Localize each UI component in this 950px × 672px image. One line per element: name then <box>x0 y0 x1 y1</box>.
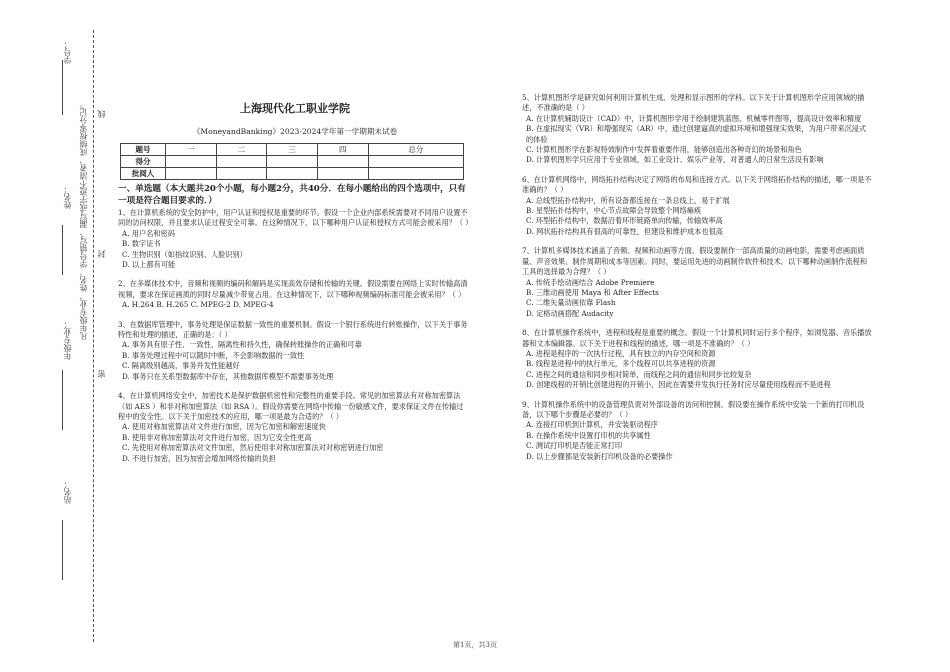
option-b[interactable]: B. 在操作系统中设置打印机的共享属性 <box>526 430 651 440</box>
exam-title: 《MoneyandBanking》2023-2024学年第一学期期末试卷 <box>192 127 398 136</box>
question-stem: 5、计算机图形学是研究如何利用计算机生成、处理和显示图形的学科。以下关于计算机图形学应用领域的描述，不准确的是（ ） <box>522 93 865 113</box>
question <box>522 328 872 390</box>
question <box>522 175 872 237</box>
question-stem: 4、在计算机网络安全中，加密技术是保护数据机密性和完整性的重要手段。常见的加密算法有对称加密算法（如 AES ）和非对称加密算法（如 RSA ）。假设你需要在网络中传输一份敏感文件，要求保证文件在传输过程中的安全性。以下关于加密技术的应用，哪一项是最为合适的？（ ） <box>118 391 464 421</box>
question-stem: 8、在计算机操作系统中，进程和线程是重要的概念。假设一个计算机同时运行多个程序，如浏览器、音乐播放器和文本编辑器。以下关于进程和线程的描述，哪一项是不准确的？（ ） <box>522 328 872 348</box>
name-blank <box>62 225 63 275</box>
option-d[interactable]: D. 事务只在关系型数据库中存在，其他数据库模型不需要事务处理 <box>122 371 334 381</box>
option-d[interactable]: D. 定格动画搭配 Audacity <box>526 308 614 318</box>
score-header-cell: 一 <box>166 144 217 156</box>
score-cell[interactable] <box>317 156 368 168</box>
option-d[interactable]: D. 不进行加密，因为加密会增加网络传输的负担 <box>122 453 276 463</box>
option-c[interactable]: C. 隔离级别越高，事务并发性能越好 <box>122 361 240 371</box>
score-table <box>120 143 464 180</box>
option-d[interactable]: D. 以上步骤都是安装新打印机设备的必要操作 <box>526 451 673 461</box>
option-a[interactable]: A. 使用对称加密算法对文件进行加密，因为它加密和解密速度快 <box>122 422 326 432</box>
question-stem: 1、在计算机系统的安全防护中，用户认证和授权是重要的环节。假设一个企业内部系统需要对不同用户设置不同的访问权限，并且要求认证过程安全可靠。在这种情况下，以下哪种用户认证和授权方式可能会被采用？（ ） <box>118 208 473 228</box>
option-c[interactable]: C. 环型拓扑结构中，数据沿着环形链路单向传输，传输效率高 <box>526 216 723 226</box>
option-a[interactable]: A. 用户名和密码 <box>122 228 175 238</box>
grade-major-blank <box>62 370 63 430</box>
option-a[interactable]: A. 总线型拓扑结构中，所有设备都连接在一条总线上，易于扩展 <box>526 195 730 205</box>
option-a[interactable]: A. 在计算机辅助设计（CAD）中，计算机图形学用于绘制建筑蓝图、机械零件图等，提高设计效率和精度 <box>526 113 862 123</box>
reviewer-cell[interactable] <box>216 168 267 180</box>
question <box>118 391 470 464</box>
question <box>522 246 872 319</box>
score-header-cell: 题号 <box>121 144 166 156</box>
binding-notice: 凡年级专业、姓名、学号错写、漏写或字迹不清者，成绩按零分记。 <box>79 100 88 340</box>
name-label: 姓名： <box>63 185 72 209</box>
reviewer-row-label: 批阅人 <box>121 168 166 180</box>
option-c[interactable]: C. 计算机图形学在影视特效制作中发挥着重要作用，能够创造出各种奇幻的场景和角色 <box>526 145 802 155</box>
score-row-label: 得分 <box>121 156 166 168</box>
option-d[interactable]: D. 网状拓扑结构具有很高的可靠性，但建设和维护成本也很高 <box>526 226 723 236</box>
options-inline[interactable]: A. H.264 B. H.265 C. MPEG-2 D. MPEG-4 <box>122 300 274 310</box>
reviewer-row <box>121 168 464 180</box>
question <box>118 279 470 310</box>
school-label: 站名： <box>63 480 72 504</box>
seal-char-mi: 密 <box>97 370 106 378</box>
option-b[interactable]: B. 星型拓扑结构中，中心节点故障会导致整个网络瘫痪 <box>526 206 702 216</box>
right-column <box>522 93 872 471</box>
left-column <box>118 208 473 473</box>
option-b[interactable]: B. 事务处理过程中可以随时中断，不会影响数据的一致性 <box>122 350 305 360</box>
option-d[interactable]: D. 计算机图形学只应用于专业领域，如工业设计、娱乐产业等，对普通人的日常生活没有影响 <box>526 155 824 165</box>
option-d[interactable]: D. 创建线程的开销比创建进程的开销小，因此在需要并发执行任务时应尽量使用线程而不是进程 <box>526 380 831 390</box>
question <box>118 208 473 270</box>
question <box>522 93 872 166</box>
option-d[interactable]: D. 以上都有可能 <box>122 260 176 270</box>
reviewer-cell[interactable] <box>317 168 368 180</box>
question <box>118 320 470 382</box>
score-header-cell: 二 <box>216 144 267 156</box>
option-c[interactable]: C. 二维矢量动画依靠 Flash <box>526 298 616 308</box>
seal-char-xian: 线 <box>97 110 106 118</box>
score-header-cell: 三 <box>267 144 318 156</box>
question-stem: 9、计算机操作系统中的设备管理负责对外部设备的访问和控制。假设要在操作系统中安装一个新的打印机设备，以下哪个步骤是必要的？（ ） <box>522 399 865 419</box>
binding-margin <box>0 0 105 672</box>
score-header-cell: 总分 <box>368 144 463 156</box>
reviewer-cell[interactable] <box>267 168 318 180</box>
option-c[interactable]: C. 先使用对称加密算法对文件加密，然后使用非对称加密算法对对称密钥进行加密 <box>122 443 384 453</box>
option-a[interactable]: A. 传统手绘动画结合 Adobe Premiere <box>526 277 655 287</box>
question-stem: 2、在多媒体技术中，音频和视频的编码和解码是实现高效存储和传输的关键。假设需要在网络上实时传输高清视频，要求在保证画质的同时尽量减少带宽占用。在这种情况下，以下哪种视频编码标准可能会被采用？（ ） <box>118 279 468 299</box>
option-b[interactable]: B. 线程是进程中的执行单元，多个线程可以共享进程的资源 <box>526 359 716 369</box>
option-b[interactable]: B. 在虚拟现实（VR）和增强现实（AR）中，通过创建逼真的虚拟环境和增强现实效果，为用户带来沉浸式的体验 <box>526 124 867 144</box>
binding-dash-line <box>93 30 94 642</box>
page-footer: 第1页，共3页 <box>453 641 497 649</box>
option-b[interactable]: B. 数字证书 <box>122 239 161 249</box>
reviewer-cell[interactable] <box>368 168 463 180</box>
reviewer-cell[interactable] <box>166 168 217 180</box>
score-cell[interactable] <box>216 156 267 168</box>
question <box>522 400 872 462</box>
option-a[interactable]: A. 事务具有原子性、一致性、隔离性和持久性，确保转账操作的正确和可靠 <box>122 340 362 350</box>
student-id-label: 学号： <box>63 40 72 64</box>
option-c[interactable]: C. 生物识别（如指纹识别、人脸识别） <box>122 249 247 259</box>
student-id-blank <box>62 60 63 115</box>
question-stem: 6、在计算机网络中，网络拓扑结构决定了网络的布局和连接方式。以下关于网络拓扑结构的描述，哪一项是不准确的？（ ） <box>522 174 872 195</box>
option-b[interactable]: B. 使用非对称加密算法对文件进行加密，因为它安全性更高 <box>122 432 312 442</box>
option-c[interactable]: C. 测试打印机是否能正常打印 <box>526 441 623 451</box>
option-a[interactable]: A. 连接打印机到计算机，并安装驱动程序 <box>526 420 658 430</box>
option-b[interactable]: B. 三维动画使用 Maya 和 After Effects <box>526 287 659 297</box>
score-cell[interactable] <box>267 156 318 168</box>
option-a[interactable]: A. 进程是程序的一次执行过程，具有独立的内存空间和资源 <box>526 348 716 358</box>
option-c[interactable]: C. 进程之间的通信和同步相对简单，而线程之间的通信和同步比较复杂 <box>526 369 752 379</box>
section-heading: 一、单选题（本大题共20个小题，每小题2分，共40分．在每小题给出的四个选项中，只有一项是符合题目要求的．） <box>118 184 466 206</box>
score-table-header-row <box>121 144 464 156</box>
question-stem: 3、在数据库管理中，事务处理是保证数据一致性的重要机制。假设一个银行系统进行转账操作，以下关于事务特性和处理的描述，正确的是：（ ） <box>118 319 468 340</box>
grade-major-label: 年级专业： <box>63 320 72 360</box>
question-stem: 7、计算机多媒体技术涵盖了音频、视频和动画等方面。假设要制作一部高质量的动画电影，需要考虑画面质量、声音效果、制作周期和成本等因素。同时，要运用先进的动画制作软件和技术。以下哪种动画制作流程和工具的选择最为合理？（ ） <box>522 246 868 277</box>
score-cell[interactable] <box>368 156 463 168</box>
score-cell[interactable] <box>166 156 217 168</box>
score-header-cell: 四 <box>317 144 368 156</box>
school-blank <box>62 520 63 580</box>
score-row <box>121 156 464 168</box>
seal-char-feng: 封 <box>97 250 106 258</box>
school-title: 上海现代化工职业学院 <box>240 102 350 115</box>
